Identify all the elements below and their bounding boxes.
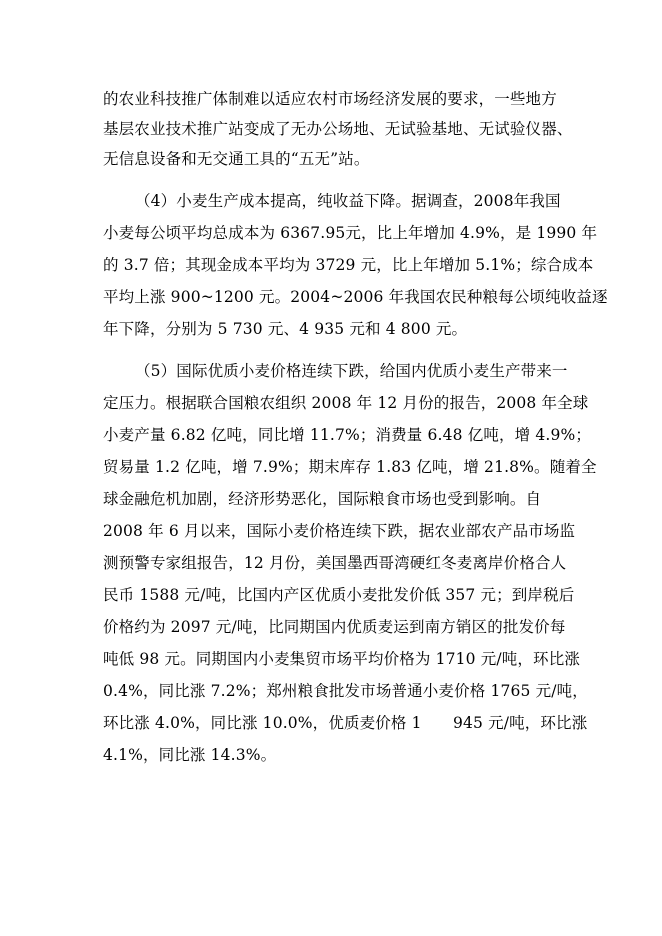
text-line-15: 测预警专家组报告，12 月份，美国墨西哥湾硬红冬麦离岸价格合人 [103,554,567,572]
text-line-7: 平均上涨 900~1200 元。2004~2006 年我国农民种粮每公顷纯收益逐 [103,288,608,306]
text-line-1: 的农业科技推广体制难以适应农村市场经济发展的要求，一些地方 [103,90,557,108]
paragraph-4-line-1: （4）小麦生产成本提高，纯收益下降。据调查，2008年我国 [135,192,561,210]
text-line-19: 0.4%，同比涨 7.2%；郑州粮食批发市场普通小麦价格 1765 元/吨， [103,682,588,700]
text-line-16: 民币 1588 元/吨，比国内产区优质小麦批发价低 357 元；到岸税后 [103,586,575,604]
text-line-3: 无信息设备和无交通工具的“五无”站。 [103,150,370,168]
text-line-2: 基层农业技术推广站变成了无办公场地、无试验基地、无试验仪器、 [103,120,573,138]
text-line-14: 2008 年 6 月以来，国际小麦价格连续下跌，据农业部农产品市场监 [103,522,576,540]
text-line-21: 4.1%，同比涨 14.3%。 [103,746,277,764]
paragraph-5-line-1: （5）国际优质小麦价格连续下跌，给国内优质小麦生产带来一 [135,362,568,380]
text-line-6: 的 3.7 倍；其现金成本平均为 3729 元，比上年增加 5.1%；综合成本 [103,256,594,274]
text-line-18: 吨低 98 元。同期国内小麦集贸市场平均价格为 1710 元/吨，环比涨 [103,650,581,668]
text-line-11: 小麦产量 6.82 亿吨，同比增 11.7%；消费量 6.48 亿吨，增 4.9%； [103,426,592,444]
text-line-8: 年下降，分别为 5 730 元、4 935 元和 4 800 元。 [103,320,468,338]
text-line-5: 小麦每公顷平均总成本为 6367.95元，比上年增加 4.9%，是 1990 年 [103,224,598,242]
text-line-12: 贸易量 1.2 亿吨，增 7.9%；期末库存 1.83 亿吨，增 21.8%。随着全 [103,458,597,476]
text-line-20: 环比涨 4.0%，同比涨 10.0%，优质麦价格 1 945 元/吨，环比涨 [103,714,588,732]
text-line-10: 定压力。根据联合国粮农组织 2008 年 12 月份的报告，2008 年全球 [103,394,589,412]
text-line-13: 球金融危机加剧，经济形势恶化，国际粮食市场也受到影响。自 [103,490,542,508]
text-line-17: 价格约为 2097 元/吨，比同期国内优质麦运到南方销区的批发价每 [103,618,566,636]
